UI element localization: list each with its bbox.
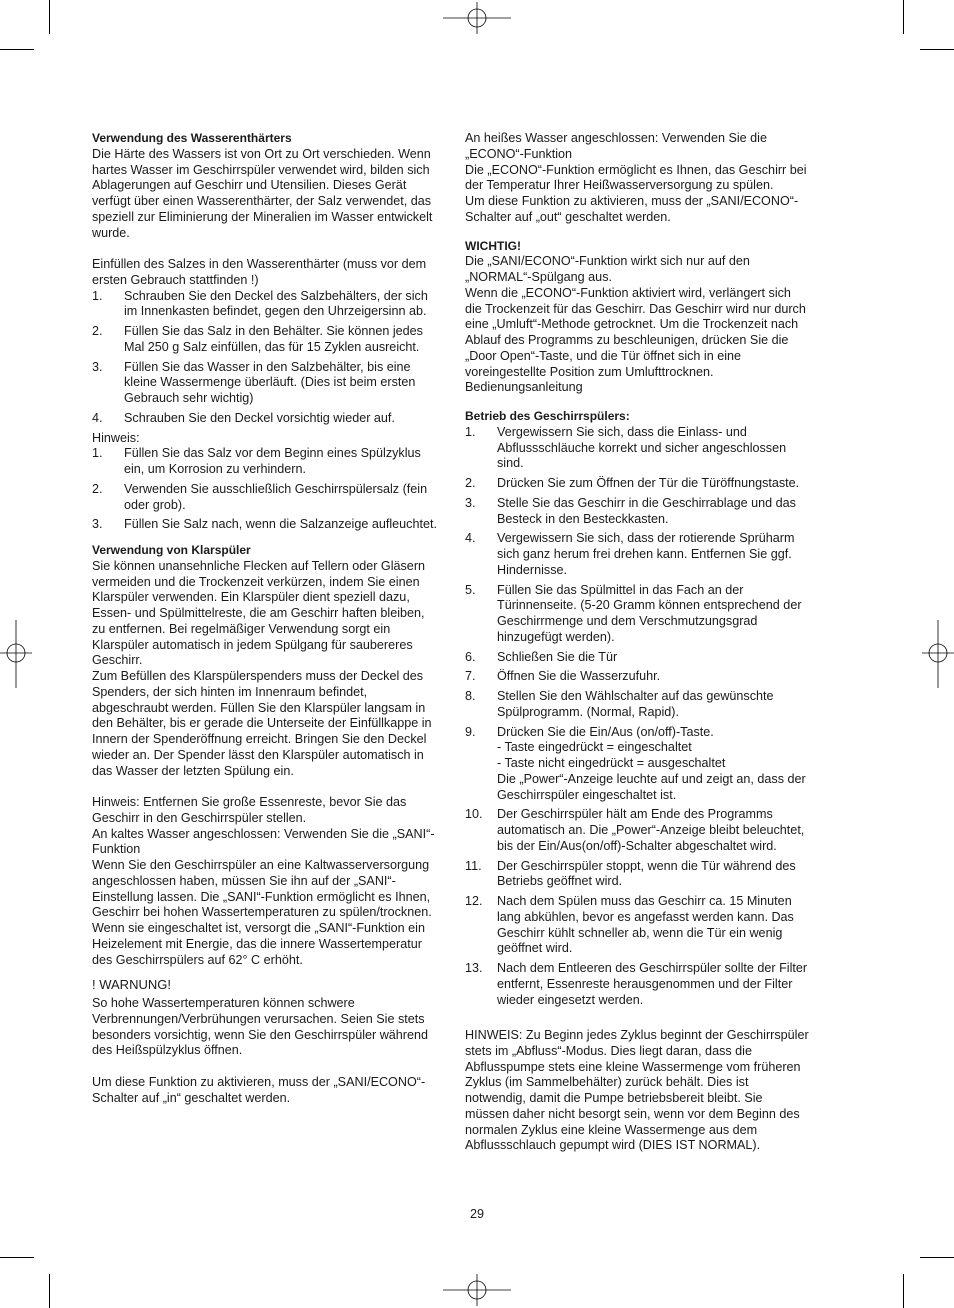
list-item-text: Nach dem Spülen muss das Geschirr ca. 15 Minuten lang abkühlen, bevor es angefasst werden kann. Das Geschirr kühlt schneller ab, wenn die Tür ein wenig geöffnet wird. [497,894,794,956]
list-item-text: Schrauben Sie den Deckel vorsichtig wieder auf. [124,410,395,425]
list-item [465,476,821,492]
list-item-text: Füllen Sie das Salz vor dem Beginn eines Spülzyklus ein, um Korrosion zu verhindern. [124,446,421,476]
list-item-number: 2. [92,481,103,496]
list-item [465,650,821,666]
list-item [92,482,448,514]
list-item [92,324,448,356]
list-item [465,807,821,854]
list-item-text: Füllen Sie das Spülmittel in das Fach an der Türinnenseite. (5-20 Gramm können entsprechend der Geschirrmenge und dem Verschmutzungsgrad hinzugefügt werden). [497,582,802,644]
section-heading-warning: ! WARNUNG! [92,977,171,993]
list-item-text: Schließen Sie die Tür [497,649,618,664]
list-item-text: Schrauben Sie den Deckel des Salzbehälters, der sich im Innenkasten befindet, gegen den Uhrzeigersinn ab. [124,288,428,319]
list-item [92,360,448,407]
list-item [92,289,448,321]
warning-text: So hohe Wassertemperaturen können schwere Verbrennungen/Verbrühungen verursachen. Seien Sie stets besonders vorsichtig, wenn Sie den Geschirrspüler während des Heißspülzyklus öffnen. [92,996,429,1058]
list-item-number: 11. [465,858,482,873]
list-item-text: Vergewissern Sie sich, dass die Einlass- und Abflussschläuche korrekt und sicher angeschlossen sind. [497,424,787,471]
list-item [465,531,821,578]
list-item-number: 4. [92,410,103,425]
list-item-number: 8. [465,689,476,703]
list-item [92,411,448,427]
list-item-text: Stelle Sie das Geschirr in die Geschirrablage und das Besteck in den Besteckkasten. [497,495,796,526]
salt-steps-list [92,289,448,427]
list-item [465,725,821,804]
salt-filling-intro: Einfüllen des Salzes in den Wasserenthärter (muss vor dem ersten Gebrauch stattfinden !) [92,257,427,287]
list-item [465,496,821,528]
operation-steps-list [465,425,821,1009]
sani-activation-text: Um diese Funktion zu aktivieren, muss der „SANI/ECONO“- Schalter auf „in“ geschaltet werden. [92,1074,426,1105]
list-item-text: Drücken Sie die Ein/Aus (on/off)-Taste. - Taste eingedrückt = eingeschaltet - Taste nicht eingedrückt = ausgeschaltet Die „Power“-Anzeige leuchte auf und zeigt an, dass der Geschirrspüler eingeschaltet ist. [497,724,806,802]
list-item-text: Füllen Sie das Wasser in den Salzbehälter, bis eine kleine Wassermenge überläuft. (Dies ist beim ersten Gebrauch sehr wichtig) [124,359,416,405]
list-item [465,689,821,721]
water-softener-intro: Die Härte des Wassers ist von Ort zu Ort verschieden. Wenn hartes Wasser im Geschirrspüler verwendet wird, bilden sich Ablagerungen auf Geschirr und Utensilien. Dieses Gerät verfügt über einen Wasserenthärter, der Salz verwendet, das speziell zur Eliminierung der Mineralien im Wasser entwickelt wurde. [92,146,433,240]
list-item [465,669,821,685]
list-item-number: 10. [465,807,483,822]
list-item-number: 3. [92,517,103,532]
list-item-text: Der Geschirrspüler stoppt, wenn die Tür während des Betriebs geöffnet wird. [497,858,796,889]
section-heading-rinse-aid: Verwendung von Klarspüler [92,543,251,557]
list-item-number: 13. [465,961,483,975]
list-item [92,446,448,478]
list-item [465,859,821,891]
section-heading-important: WICHTIG! [465,238,521,253]
left-column [92,131,448,1106]
list-item [465,425,821,472]
list-item-text: Füllen Sie das Salz in den Behälter. Sie können jedes Mal 250 g Salz einfüllen, das für 15 Zyklen ausreicht. [124,324,423,354]
list-item-text: Verwenden Sie ausschließlich Geschirrspülersalz (fein oder grob). [124,481,428,512]
right-column [465,131,821,1154]
list-item-text: Vergewissern Sie sich, dass der rotierende Sprüharm sich ganz herum frei drehen kann. Entfernen Sie ggf. Hindernisse. [497,531,795,577]
list-item-number: 9. [465,724,476,739]
list-item-number: 12. [465,894,483,908]
list-item-number: 1. [92,288,103,303]
sani-function-text: Hinweis: Entfernen Sie große Essenreste, bevor Sie das Geschirr in den Geschirrspüler stellen. An kaltes Wasser angeschlossen: Verwenden Sie die „SANI“- Funktion Wenn Sie den Geschirrspüler an eine Kaltwasserversorgung angeschlossen haben, müssen Sie ihn auf der „SANI“- Einstellung lassen. Die „SANI“-Funktion ermöglicht es Ihnen, Geschirr bei hohen Wassertemperaturen zu spülen/trocknen. Wenn sie eingeschaltet ist, versorgt die „SANI“-Funktion ein Heizelement mit Energie, das die innere Wassertemperatur des Geschirrspülers auf 62° C erhöht. [92,795,435,967]
important-text: Die „SANI/ECONO“-Funktion wirkt sich nur auf den „NORMAL“-Spülgang aus. Wenn die „ECONO“-Funktion aktiviert wird, verlängert sich die Trockenzeit für das Geschirr. Das Geschirr wird nur durch eine „Umluft“-Methode getrocknet. Um die Trockenzeit nach Ablauf des Programms zu beschleunigen, drücken Sie die „Door Open“-Taste, und die Tür öffnet sich in eine voreingestellte Position zum Umlufttrocknen. Bedienungsanleitung [465,254,806,395]
econo-function-text: An heißes Wasser angeschlossen: Verwenden Sie die „ECONO“-Funktion Die „ECONO“-Funktion ermöglicht es Ihnen, das Geschirr bei der Temperatur Ihrer Heißwasserversorgung zu spülen. Um diese Funktion zu aktivieren, muss der „SANI/ECONO“- Schalter auf „out“ geschaltet werden. [465,131,807,224]
list-item-text: Nach dem Entleeren des Geschirrspüler sollte der Filter entfernt, Essenreste herausgenommen und der Filter wieder eingesetzt werden. [497,961,808,1007]
list-item-number: 2. [465,476,476,490]
list-item-number: 7. [465,669,476,684]
list-item-text: Stellen Sie den Wählschalter auf das gewünschte Spülprogramm. (Normal, Rapid). [497,689,774,719]
note-label: Hinweis: [92,430,140,445]
page-number: 29 [469,1207,484,1221]
list-item-text: Der Geschirrspüler hält am Ende des Programms automatisch an. Die „Power“-Anzeige bleibt beleuchtet, bis der Ein/Aus(on/off)-Schalter abgeschaltet wird. [497,807,805,853]
list-item [465,961,821,1008]
list-item [92,517,448,533]
list-item-text: Öffnen Sie die Wasserzufuhr. [497,669,661,684]
list-item-number: 1. [92,446,103,461]
list-item-text: Füllen Sie Salz nach, wenn die Salzanzeige aufleuchtet. [124,517,437,532]
list-item-number: 3. [92,359,103,374]
list-item-number: 4. [465,531,476,546]
list-item-number: 3. [465,495,476,510]
list-item-number: 1. [465,424,476,439]
list-item [465,894,821,957]
list-item-number: 6. [465,649,476,664]
list-item [465,583,821,646]
list-item-number: 5. [465,582,476,597]
list-item-number: 2. [92,324,103,338]
salt-notes-list [92,446,448,533]
list-item-text: Drücken Sie zum Öffnen der Tür die Türöffnungstaste. [497,476,800,490]
hinweis-text: HINWEIS: Zu Beginn jedes Zyklus beginnt der Geschirrspüler stets im „Abfluss“-Modus. Dies liegt daran, dass die Abflusspumpe stets eine kleine Wassermenge vom früheren Zyklus (im Sammelbehälter) zurück behält. Dies ist notwendig, damit die Pumpe betriebsbereit bleibt. Sie müssen daher nicht besorgt sein, wenn vor dem Beginn des normalen Zyklus eine kleine Wassermenge aus dem Abflussschlauch gepumpt wird (DIES IST NORMAL). [465,1028,809,1153]
section-heading-operation: Betrieb des Geschirrspülers: [465,409,630,423]
rinse-aid-text: Sie können unansehnliche Flecken auf Tellern oder Gläsern vermeiden und die Trockenzeit verkürzen, indem Sie einen Klarspüler verwenden. Ein Klarspüler dient speziell dazu, Essen- und Spülmittelreste, die am Geschirr haften bleiben, zu entfernen. Bei regelmäßiger Verwendung sorgt ein Klarspüler automatisch in jedem Spülgang für saubereres Geschirr. Zum Befüllen des Klarspülerspenders muss der Deckel des Spenders, der sich hinten im Innenraum befindet, abgeschraubt werden. Füllen Sie den Klarspüler langsam in den Behälter, bis er gerade die Unterseite der Einfüllkappe in Innern der Spenderöffnung erreicht. Bringen Sie den Deckel wieder an. Der Spender lässt den Klarspüler automatisch in das Wasser der letzten Spülung ein. [92,558,432,778]
section-heading-water-softener: Verwendung des Wasserenthärters [92,131,292,145]
